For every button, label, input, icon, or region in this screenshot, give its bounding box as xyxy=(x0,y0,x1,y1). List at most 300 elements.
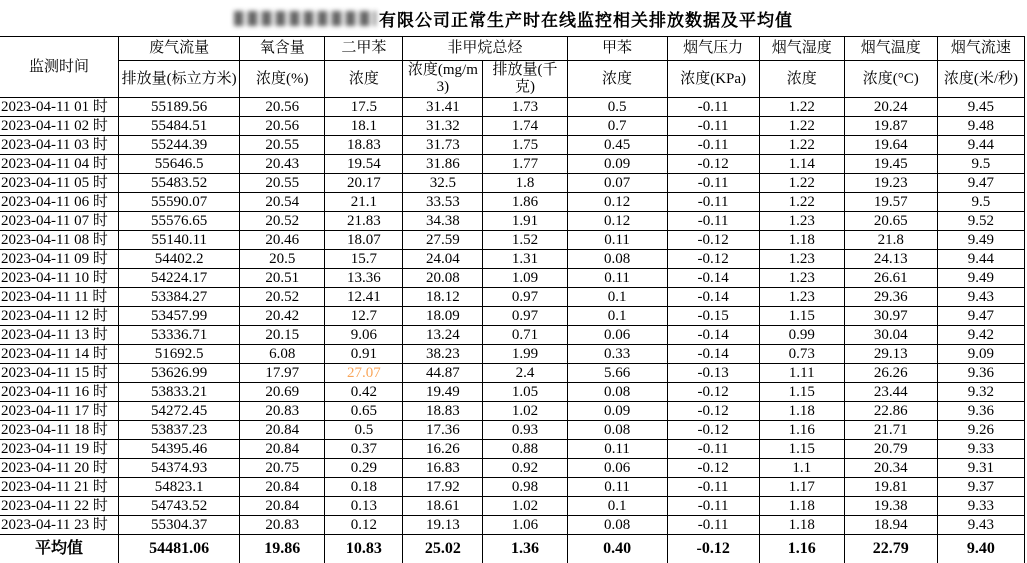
value-cell: 34.38 xyxy=(403,212,483,231)
value-cell: 19.49 xyxy=(403,383,483,402)
time-cell: 2023-04-11 12 时 xyxy=(0,307,119,326)
value-cell: 0.11 xyxy=(567,440,667,459)
value-cell: -0.11 xyxy=(667,98,759,117)
header-cell: 废气流量 xyxy=(119,37,240,61)
value-cell: 0.88 xyxy=(483,440,567,459)
table-row xyxy=(0,364,1025,383)
header-cell: 甲苯 xyxy=(567,37,667,61)
value-cell: 0.08 xyxy=(567,421,667,440)
value-cell: 29.13 xyxy=(844,345,937,364)
value-cell: 0.65 xyxy=(325,402,403,421)
header-cell: 烟气温度 xyxy=(844,37,937,61)
value-cell: 53384.27 xyxy=(119,288,240,307)
value-cell: 53457.99 xyxy=(119,307,240,326)
average-value-cell: 25.02 xyxy=(403,535,483,563)
header-cell: 二甲苯 xyxy=(325,37,403,61)
value-cell: 1.86 xyxy=(483,193,567,212)
value-cell: 0.13 xyxy=(325,497,403,516)
value-cell: 24.13 xyxy=(844,250,937,269)
table-row xyxy=(0,478,1025,497)
value-cell: 1.99 xyxy=(483,345,567,364)
value-cell: -0.14 xyxy=(667,345,759,364)
value-cell: 20.24 xyxy=(844,98,937,117)
value-cell: 9.06 xyxy=(325,326,403,345)
value-cell: 54402.2 xyxy=(119,250,240,269)
value-cell: 0.98 xyxy=(483,478,567,497)
value-cell: 13.36 xyxy=(325,269,403,288)
value-cell: 23.44 xyxy=(844,383,937,402)
value-cell: 31.41 xyxy=(403,98,483,117)
average-value-cell: 1.36 xyxy=(483,535,567,563)
value-cell: 0.99 xyxy=(759,326,844,345)
value-cell: 1.22 xyxy=(759,117,844,136)
value-cell: 17.92 xyxy=(403,478,483,497)
value-cell: 54823.1 xyxy=(119,478,240,497)
highlighted-value-cell: 27.07 xyxy=(325,364,403,383)
value-cell: 1.02 xyxy=(483,402,567,421)
value-cell: 1.23 xyxy=(759,288,844,307)
time-cell: 2023-04-11 09 时 xyxy=(0,250,119,269)
time-cell: 2023-04-11 18 时 xyxy=(0,421,119,440)
value-cell: 19.23 xyxy=(844,174,937,193)
value-cell: 9.43 xyxy=(937,516,1024,535)
value-cell: 0.5 xyxy=(325,421,403,440)
value-cell: 9.52 xyxy=(937,212,1024,231)
value-cell: 0.18 xyxy=(325,478,403,497)
value-cell: 19.57 xyxy=(844,193,937,212)
value-cell: 0.91 xyxy=(325,345,403,364)
average-value-cell: 19.86 xyxy=(240,535,325,563)
header-cell: 烟气流速 xyxy=(937,37,1024,61)
value-cell: 1.18 xyxy=(759,516,844,535)
value-cell: 1.74 xyxy=(483,117,567,136)
table-row xyxy=(0,136,1025,155)
value-cell: 1.22 xyxy=(759,136,844,155)
value-cell: 17.97 xyxy=(240,364,325,383)
value-cell: 20.17 xyxy=(325,174,403,193)
value-cell: 1.18 xyxy=(759,231,844,250)
table-row xyxy=(0,497,1025,516)
value-cell: -0.11 xyxy=(667,497,759,516)
header-subcell: 浓度(KPa) xyxy=(667,61,759,98)
value-cell: 0.09 xyxy=(567,402,667,421)
value-cell: 0.08 xyxy=(567,250,667,269)
value-cell: 9.36 xyxy=(937,364,1024,383)
value-cell: 20.54 xyxy=(240,193,325,212)
value-cell: 0.12 xyxy=(567,193,667,212)
value-cell: 54272.45 xyxy=(119,402,240,421)
value-cell: 1.15 xyxy=(759,440,844,459)
value-cell: 20.46 xyxy=(240,231,325,250)
value-cell: -0.11 xyxy=(667,440,759,459)
value-cell: 20.08 xyxy=(403,269,483,288)
table-row xyxy=(0,174,1025,193)
value-cell: 20.15 xyxy=(240,326,325,345)
value-cell: 9.5 xyxy=(937,155,1024,174)
value-cell: 55244.39 xyxy=(119,136,240,155)
value-cell: 1.73 xyxy=(483,98,567,117)
time-cell: 2023-04-11 11 时 xyxy=(0,288,119,307)
table-row xyxy=(0,212,1025,231)
value-cell: 0.45 xyxy=(567,136,667,155)
value-cell: 27.59 xyxy=(403,231,483,250)
value-cell: 32.5 xyxy=(403,174,483,193)
value-cell: 38.23 xyxy=(403,345,483,364)
time-cell: 2023-04-11 01 时 xyxy=(0,98,119,117)
value-cell: 1.23 xyxy=(759,212,844,231)
value-cell: 9.5 xyxy=(937,193,1024,212)
time-cell: 2023-04-11 21 时 xyxy=(0,478,119,497)
value-cell: 5.66 xyxy=(567,364,667,383)
value-cell: 19.13 xyxy=(403,516,483,535)
value-cell: 18.94 xyxy=(844,516,937,535)
value-cell: 19.54 xyxy=(325,155,403,174)
time-cell: 2023-04-11 06 时 xyxy=(0,193,119,212)
value-cell: -0.12 xyxy=(667,155,759,174)
value-cell: 2.4 xyxy=(483,364,567,383)
header-subcell: 浓度(mg/m3) xyxy=(403,61,483,98)
value-cell: 0.29 xyxy=(325,459,403,478)
redacted-company-name xyxy=(234,11,376,26)
value-cell: 0.06 xyxy=(567,459,667,478)
header-row-groups xyxy=(0,37,1025,61)
value-cell: 31.86 xyxy=(403,155,483,174)
value-cell: 20.84 xyxy=(240,440,325,459)
value-cell: 9.44 xyxy=(937,250,1024,269)
value-cell: 0.06 xyxy=(567,326,667,345)
value-cell: 0.93 xyxy=(483,421,567,440)
time-cell: 2023-04-11 03 时 xyxy=(0,136,119,155)
average-value-cell: 10.83 xyxy=(325,535,403,563)
table-row xyxy=(0,288,1025,307)
value-cell: 55484.51 xyxy=(119,117,240,136)
value-cell: 1.18 xyxy=(759,497,844,516)
value-cell: 1.11 xyxy=(759,364,844,383)
value-cell: 16.26 xyxy=(403,440,483,459)
value-cell: 9.47 xyxy=(937,307,1024,326)
value-cell: 17.5 xyxy=(325,98,403,117)
average-value-cell: 54481.06 xyxy=(119,535,240,563)
value-cell: 1.15 xyxy=(759,307,844,326)
value-cell: 1.17 xyxy=(759,478,844,497)
value-cell: 12.41 xyxy=(325,288,403,307)
time-cell: 2023-04-11 17 时 xyxy=(0,402,119,421)
value-cell: 1.52 xyxy=(483,231,567,250)
value-cell: 20.83 xyxy=(240,516,325,535)
value-cell: 9.26 xyxy=(937,421,1024,440)
value-cell: 0.08 xyxy=(567,516,667,535)
value-cell: 1.31 xyxy=(483,250,567,269)
value-cell: 20.42 xyxy=(240,307,325,326)
time-cell: 2023-04-11 19 时 xyxy=(0,440,119,459)
value-cell: 16.83 xyxy=(403,459,483,478)
value-cell: -0.11 xyxy=(667,174,759,193)
table-row xyxy=(0,231,1025,250)
value-cell: 29.36 xyxy=(844,288,937,307)
value-cell: -0.11 xyxy=(667,136,759,155)
value-cell: 9.33 xyxy=(937,440,1024,459)
value-cell: 33.53 xyxy=(403,193,483,212)
header-row-units xyxy=(0,61,1025,98)
value-cell: 18.83 xyxy=(325,136,403,155)
value-cell: 22.86 xyxy=(844,402,937,421)
value-cell: 1.18 xyxy=(759,402,844,421)
value-cell: -0.14 xyxy=(667,326,759,345)
value-cell: 20.52 xyxy=(240,212,325,231)
header-subcell: 浓度 xyxy=(759,61,844,98)
value-cell: 9.32 xyxy=(937,383,1024,402)
value-cell: 0.08 xyxy=(567,383,667,402)
value-cell: 24.04 xyxy=(403,250,483,269)
value-cell: -0.11 xyxy=(667,193,759,212)
value-cell: 0.97 xyxy=(483,307,567,326)
value-cell: 55590.07 xyxy=(119,193,240,212)
value-cell: 55189.56 xyxy=(119,98,240,117)
value-cell: 18.07 xyxy=(325,231,403,250)
average-value-cell: 1.16 xyxy=(759,535,844,563)
value-cell: 1.91 xyxy=(483,212,567,231)
value-cell: 9.42 xyxy=(937,326,1024,345)
value-cell: 18.12 xyxy=(403,288,483,307)
table-row xyxy=(0,440,1025,459)
value-cell: 18.61 xyxy=(403,497,483,516)
header-subcell: 浓度 xyxy=(567,61,667,98)
value-cell: 20.79 xyxy=(844,440,937,459)
table-row xyxy=(0,98,1025,117)
time-cell: 2023-04-11 23 时 xyxy=(0,516,119,535)
value-cell: 21.1 xyxy=(325,193,403,212)
value-cell: 20.5 xyxy=(240,250,325,269)
table-header xyxy=(0,37,1025,98)
value-cell: 20.52 xyxy=(240,288,325,307)
value-cell: 31.32 xyxy=(403,117,483,136)
value-cell: 1.23 xyxy=(759,269,844,288)
header-subcell: 排放量(千克) xyxy=(483,61,567,98)
value-cell: 19.45 xyxy=(844,155,937,174)
value-cell: 55483.52 xyxy=(119,174,240,193)
time-cell: 2023-04-11 02 时 xyxy=(0,117,119,136)
table-row xyxy=(0,459,1025,478)
value-cell: 55646.5 xyxy=(119,155,240,174)
time-cell: 2023-04-11 16 时 xyxy=(0,383,119,402)
value-cell: 54224.17 xyxy=(119,269,240,288)
value-cell: 21.83 xyxy=(325,212,403,231)
value-cell: 55576.65 xyxy=(119,212,240,231)
table-row xyxy=(0,250,1025,269)
time-cell: 2023-04-11 20 时 xyxy=(0,459,119,478)
table-row xyxy=(0,383,1025,402)
value-cell: 55304.37 xyxy=(119,516,240,535)
time-cell: 2023-04-11 14 时 xyxy=(0,345,119,364)
value-cell: 0.5 xyxy=(567,98,667,117)
value-cell: 21.71 xyxy=(844,421,937,440)
value-cell: 9.49 xyxy=(937,231,1024,250)
value-cell: 15.7 xyxy=(325,250,403,269)
value-cell: 1.22 xyxy=(759,98,844,117)
value-cell: 44.87 xyxy=(403,364,483,383)
value-cell: 19.81 xyxy=(844,478,937,497)
value-cell: 6.08 xyxy=(240,345,325,364)
value-cell: 1.77 xyxy=(483,155,567,174)
value-cell: 1.16 xyxy=(759,421,844,440)
table-body xyxy=(0,98,1025,563)
table-row xyxy=(0,307,1025,326)
value-cell: 0.09 xyxy=(567,155,667,174)
value-cell: -0.15 xyxy=(667,307,759,326)
value-cell: 0.11 xyxy=(567,269,667,288)
value-cell: 1.75 xyxy=(483,136,567,155)
value-cell: 0.33 xyxy=(567,345,667,364)
value-cell: 0.11 xyxy=(567,478,667,497)
value-cell: 20.65 xyxy=(844,212,937,231)
value-cell: 20.84 xyxy=(240,478,325,497)
value-cell: 9.09 xyxy=(937,345,1024,364)
value-cell: 53837.23 xyxy=(119,421,240,440)
value-cell: -0.12 xyxy=(667,459,759,478)
value-cell: 0.12 xyxy=(567,212,667,231)
value-cell: 19.87 xyxy=(844,117,937,136)
value-cell: 9.31 xyxy=(937,459,1024,478)
value-cell: 0.1 xyxy=(567,497,667,516)
value-cell: 26.61 xyxy=(844,269,937,288)
table-row xyxy=(0,402,1025,421)
value-cell: 55140.11 xyxy=(119,231,240,250)
table-row xyxy=(0,516,1025,535)
value-cell: 1.05 xyxy=(483,383,567,402)
value-cell: 1.06 xyxy=(483,516,567,535)
header-subcell: 浓度(米/秒) xyxy=(937,61,1024,98)
value-cell: 53833.21 xyxy=(119,383,240,402)
value-cell: 1.1 xyxy=(759,459,844,478)
value-cell: 13.24 xyxy=(403,326,483,345)
average-label-cell: 平均值 xyxy=(0,535,119,563)
value-cell: -0.12 xyxy=(667,421,759,440)
value-cell: 9.43 xyxy=(937,288,1024,307)
value-cell: 0.12 xyxy=(325,516,403,535)
header-subcell: 排放量(标立方米) xyxy=(119,61,240,98)
time-cell: 2023-04-11 22 时 xyxy=(0,497,119,516)
value-cell: 9.37 xyxy=(937,478,1024,497)
value-cell: 9.49 xyxy=(937,269,1024,288)
value-cell: 9.33 xyxy=(937,497,1024,516)
value-cell: 20.34 xyxy=(844,459,937,478)
value-cell: 18.09 xyxy=(403,307,483,326)
value-cell: 0.97 xyxy=(483,288,567,307)
value-cell: 9.45 xyxy=(937,98,1024,117)
value-cell: 18.1 xyxy=(325,117,403,136)
value-cell: 1.02 xyxy=(483,497,567,516)
report-title-text: 有限公司正常生产时在线监控相关排放数据及平均值 xyxy=(379,10,793,30)
value-cell: 0.42 xyxy=(325,383,403,402)
average-value-cell: 0.40 xyxy=(567,535,667,563)
header-cell: 非甲烷总烃 xyxy=(403,37,567,61)
value-cell: 30.97 xyxy=(844,307,937,326)
value-cell: 26.26 xyxy=(844,364,937,383)
table-row xyxy=(0,421,1025,440)
value-cell: 0.71 xyxy=(483,326,567,345)
value-cell: 20.83 xyxy=(240,402,325,421)
value-cell: 9.44 xyxy=(937,136,1024,155)
value-cell: 18.83 xyxy=(403,402,483,421)
average-value-cell: -0.12 xyxy=(667,535,759,563)
value-cell: 0.1 xyxy=(567,307,667,326)
value-cell: 19.64 xyxy=(844,136,937,155)
value-cell: 1.8 xyxy=(483,174,567,193)
table-row xyxy=(0,155,1025,174)
value-cell: 1.23 xyxy=(759,250,844,269)
table-row xyxy=(0,326,1025,345)
value-cell: 31.73 xyxy=(403,136,483,155)
value-cell: -0.12 xyxy=(667,231,759,250)
table-row xyxy=(0,193,1025,212)
table-row xyxy=(0,269,1025,288)
emissions-table xyxy=(0,36,1025,563)
value-cell: 0.11 xyxy=(567,231,667,250)
value-cell: 1.09 xyxy=(483,269,567,288)
average-row xyxy=(0,535,1025,563)
value-cell: -0.11 xyxy=(667,516,759,535)
time-cell: 2023-04-11 07 时 xyxy=(0,212,119,231)
value-cell: -0.12 xyxy=(667,250,759,269)
value-cell: 20.55 xyxy=(240,136,325,155)
time-cell: 2023-04-11 05 时 xyxy=(0,174,119,193)
value-cell: -0.11 xyxy=(667,117,759,136)
value-cell: 30.04 xyxy=(844,326,937,345)
time-cell: 2023-04-11 13 时 xyxy=(0,326,119,345)
header-subcell: 浓度(%) xyxy=(240,61,325,98)
value-cell: 54395.46 xyxy=(119,440,240,459)
value-cell: 17.36 xyxy=(403,421,483,440)
value-cell: 1.15 xyxy=(759,383,844,402)
value-cell: 21.8 xyxy=(844,231,937,250)
value-cell: -0.11 xyxy=(667,478,759,497)
value-cell: -0.11 xyxy=(667,212,759,231)
time-cell: 2023-04-11 08 时 xyxy=(0,231,119,250)
value-cell: 54743.52 xyxy=(119,497,240,516)
average-value-cell: 22.79 xyxy=(844,535,937,563)
header-cell: 烟气压力 xyxy=(667,37,759,61)
value-cell: 53336.71 xyxy=(119,326,240,345)
value-cell: 20.56 xyxy=(240,117,325,136)
value-cell: 1.14 xyxy=(759,155,844,174)
value-cell: 0.1 xyxy=(567,288,667,307)
value-cell: 20.51 xyxy=(240,269,325,288)
value-cell: 20.75 xyxy=(240,459,325,478)
time-cell: 2023-04-11 04 时 xyxy=(0,155,119,174)
value-cell: 9.36 xyxy=(937,402,1024,421)
value-cell: 20.43 xyxy=(240,155,325,174)
table-row xyxy=(0,117,1025,136)
value-cell: 20.69 xyxy=(240,383,325,402)
value-cell: 0.7 xyxy=(567,117,667,136)
header-subcell: 浓度 xyxy=(325,61,403,98)
value-cell: -0.12 xyxy=(667,383,759,402)
average-value-cell: 9.40 xyxy=(937,535,1024,563)
time-cell: 2023-04-11 15 时 xyxy=(0,364,119,383)
value-cell: 12.7 xyxy=(325,307,403,326)
value-cell: -0.13 xyxy=(667,364,759,383)
value-cell: 54374.93 xyxy=(119,459,240,478)
value-cell: 9.47 xyxy=(937,174,1024,193)
header-subcell: 浓度(°C) xyxy=(844,61,937,98)
value-cell: 19.38 xyxy=(844,497,937,516)
value-cell: 1.22 xyxy=(759,174,844,193)
value-cell: 20.56 xyxy=(240,98,325,117)
value-cell: 20.55 xyxy=(240,174,325,193)
value-cell: 53626.99 xyxy=(119,364,240,383)
value-cell: 0.92 xyxy=(483,459,567,478)
header-cell: 监测时间 xyxy=(0,37,119,98)
